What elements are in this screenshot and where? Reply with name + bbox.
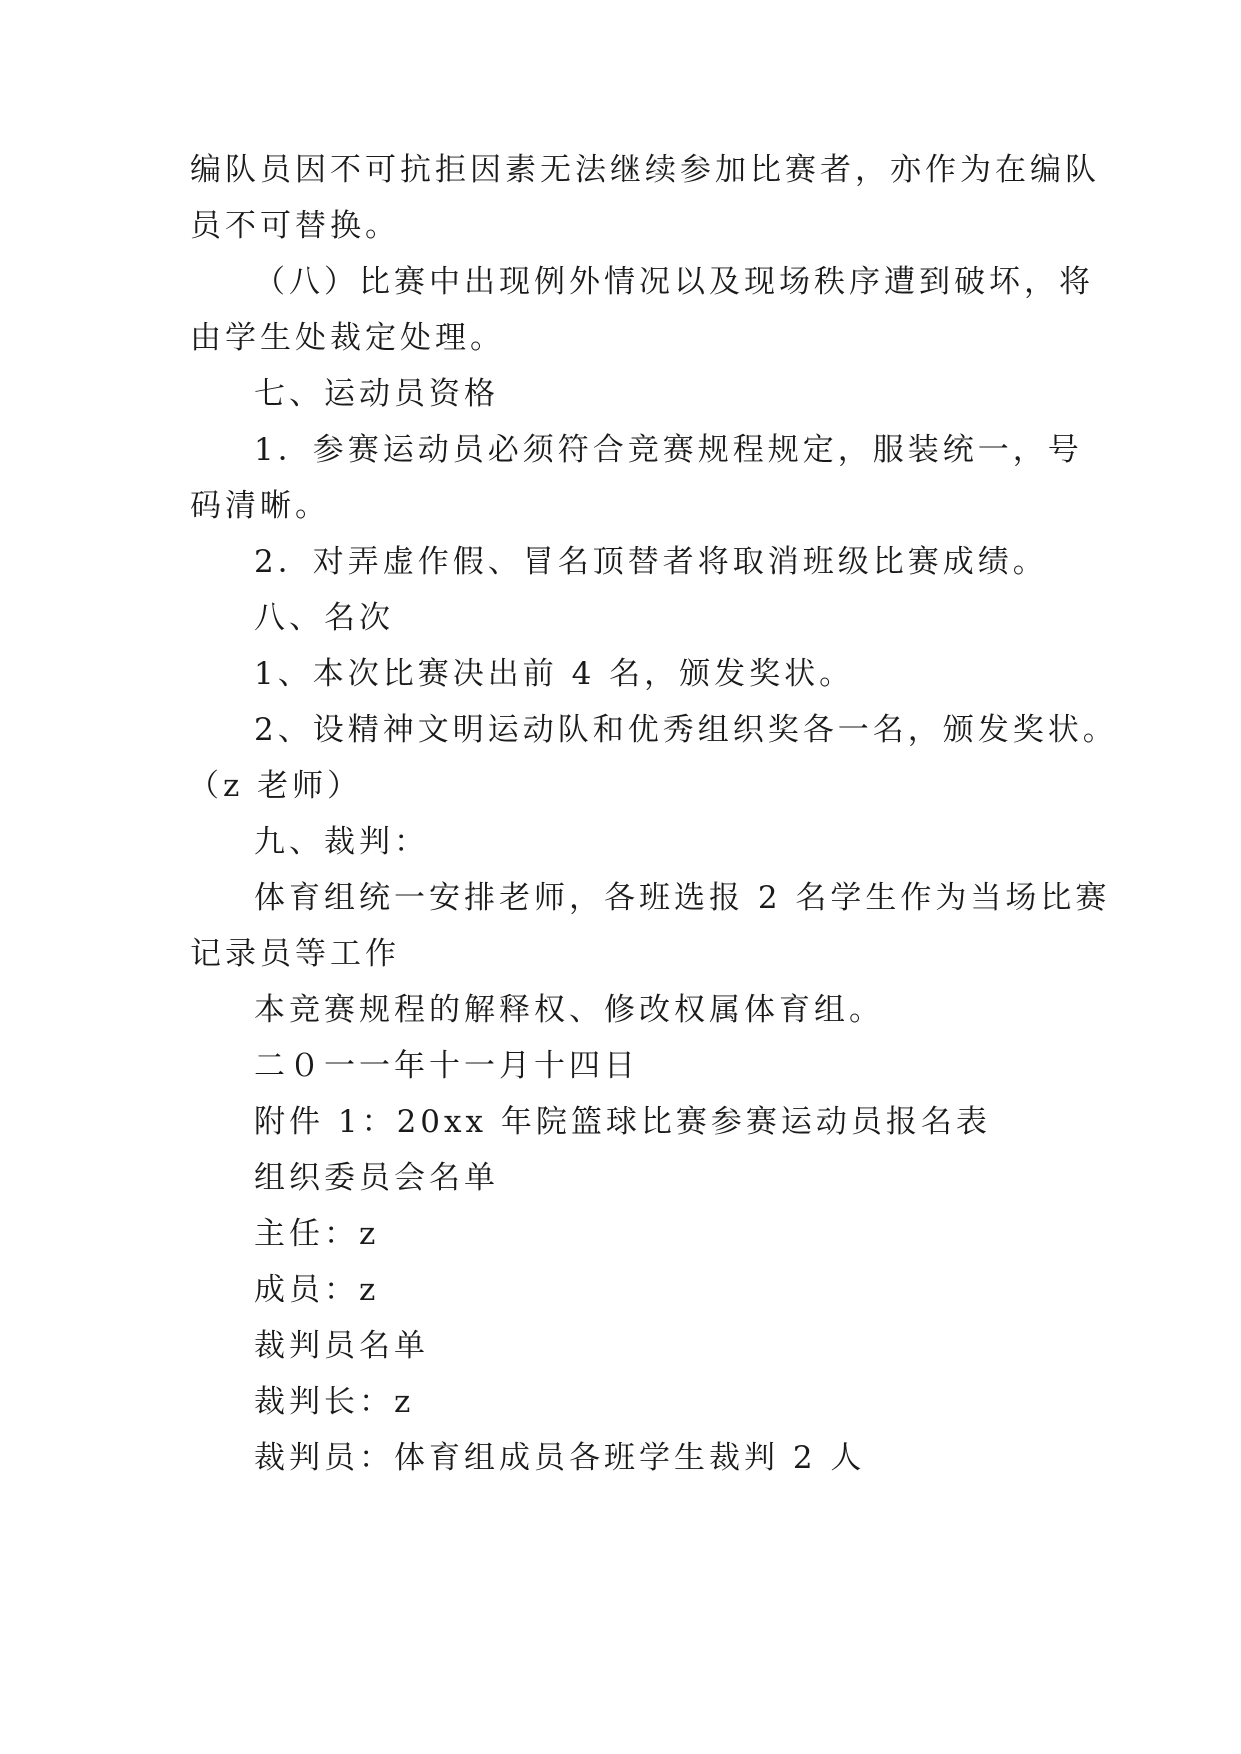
list-heading: 组织委员会名单	[254, 1160, 499, 1196]
body-text-line: 记录员等工作	[190, 936, 400, 972]
list-item: 裁判长：z	[254, 1384, 415, 1420]
date-line: 二０一一年十一月十四日	[254, 1048, 639, 1084]
body-text-line: 1．参赛运动员必须符合竞赛规程规定，服装统一，号	[254, 432, 1083, 468]
body-text-line: 1、本次比赛决出前 4 名，颁发奖状。	[254, 656, 855, 692]
list-heading: 裁判员名单	[254, 1328, 429, 1364]
list-item: 成员：z	[254, 1272, 380, 1308]
body-text-line: 码清晰。	[190, 488, 330, 524]
section-heading: 九、裁判：	[254, 824, 429, 860]
attachment-line: 附件 1：20xx 年院篮球比赛参赛运动员报名表	[254, 1104, 991, 1140]
body-text-line: 2．对弄虚作假、冒名顶替者将取消班级比赛成绩。	[254, 544, 1048, 580]
body-text-line: 本竞赛规程的解释权、修改权属体育组。	[254, 992, 884, 1028]
body-text-line: 由学生处裁定处理。	[190, 320, 505, 356]
body-text-line: 2、设精神文明运动队和优秀组织奖各一名，颁发奖状。	[254, 712, 1118, 748]
section-heading: 七、运动员资格	[254, 376, 499, 412]
section-heading: 八、名次	[254, 600, 394, 636]
list-item: 主任：z	[254, 1216, 380, 1252]
list-item: 裁判员：体育组成员各班学生裁判 2 人	[254, 1440, 866, 1476]
body-text-line: 编队员因不可抗拒因素无法继续参加比赛者，亦作为在编队	[190, 152, 1100, 188]
body-text-line: （八）比赛中出现例外情况以及现场秩序遭到破坏，将	[254, 264, 1094, 300]
body-text-line: （z 老师）	[188, 768, 363, 804]
body-text-line: 体育组统一安排老师，各班选报 2 名学生作为当场比赛	[254, 880, 1111, 916]
body-text-line: 员不可替换。	[190, 208, 400, 244]
